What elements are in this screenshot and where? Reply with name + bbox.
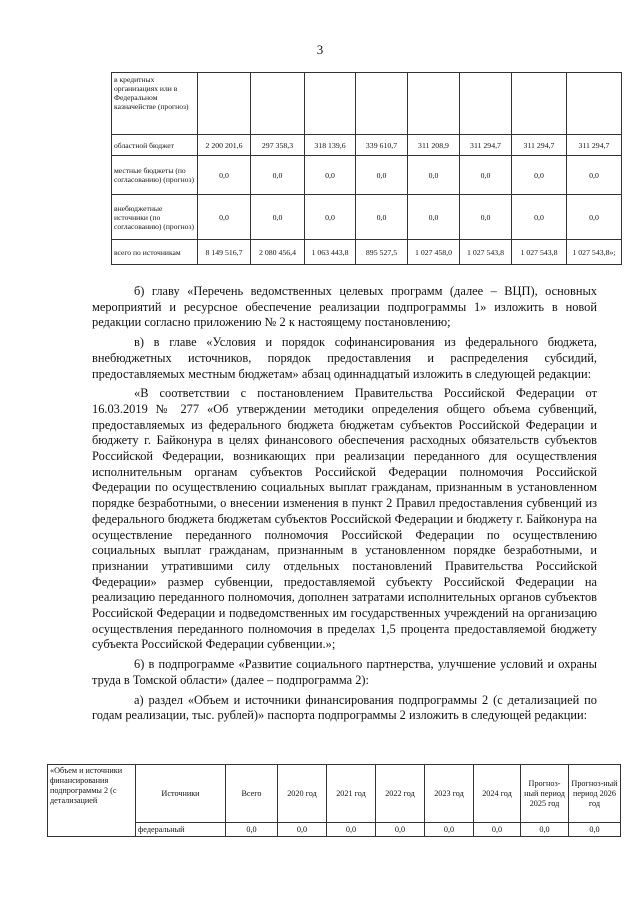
table-row <box>112 240 622 265</box>
column-header: Прогноз-ный период 2025 год <box>521 765 569 823</box>
column-header: 2022 год <box>376 765 425 823</box>
cell: 0,0 <box>567 156 622 195</box>
cell: 1 027 458,0 <box>408 240 460 265</box>
paragraph: а) раздел «Объем и источники финансирования подпрограммы 2 (с детализацией по годам реализации, тыс. рублей)» паспорта подпрограммы 2 изложить в следующей редакции: <box>92 692 597 723</box>
cell: 0,0 <box>278 823 327 837</box>
column-header: 2024 год <box>474 765 521 823</box>
cell: 0,0 <box>474 823 521 837</box>
cell: 0,0 <box>305 156 356 195</box>
column-header: Всего <box>226 765 278 823</box>
cell: 297 358,3 <box>251 135 305 156</box>
cell: 0,0 <box>356 156 408 195</box>
table-header-row <box>48 765 621 823</box>
cell <box>198 73 251 135</box>
cell: 895 527,5 <box>356 240 408 265</box>
cell: 0,0 <box>327 823 376 837</box>
cell <box>460 73 512 135</box>
row-label: областной бюджет <box>112 135 198 156</box>
cell: 311 294,7 <box>512 135 567 156</box>
cell: 311 294,7 <box>460 135 512 156</box>
cell <box>512 73 567 135</box>
cell: 311 208,9 <box>408 135 460 156</box>
paragraph: б) главу «Перечень ведомственных целевых программ (далее – ВЦП), основных мероприятий и ресурсное обеспечение реализации подпрограммы 1» изложить в новой редакции согласно приложению № 2 к настоящему постановлению; <box>92 284 597 330</box>
cell: 0,0 <box>408 195 460 240</box>
cell: 0,0 <box>251 195 305 240</box>
cell: 0,0 <box>521 823 569 837</box>
cell: 0,0 <box>512 156 567 195</box>
column-header: Прогноз-ный период 2026 год <box>569 765 621 823</box>
cell <box>567 73 622 135</box>
cell: 1 027 543,8»; <box>567 240 622 265</box>
cell: 0,0 <box>251 156 305 195</box>
paragraph: в) в главе «Условия и порядок софинансирования из федерального бюджета, внебюджетных источников, порядок предоставления и распределения субсидий, предоставляемых местным бюджетам» абзац одиннадцатый изложить в следующей редакции: <box>92 335 597 381</box>
cell <box>251 73 305 135</box>
column-header: 2021 год <box>327 765 376 823</box>
row-label: в кредитных организациях или в Федеральном казначействе (прогноз) <box>112 73 198 135</box>
row-label: внебюджетные источники (по согласованию) (прогноз) <box>112 195 198 240</box>
cell: 0,0 <box>408 156 460 195</box>
cell <box>305 73 356 135</box>
table-row <box>112 73 622 135</box>
column-header: Источники <box>136 765 226 823</box>
cell: 2 200 201,6 <box>198 135 251 156</box>
row-label: федеральный <box>136 823 226 837</box>
page-number: 3 <box>316 42 324 57</box>
table-row <box>112 195 622 240</box>
column-header: 2023 год <box>425 765 474 823</box>
cell: 0,0 <box>460 195 512 240</box>
table-row <box>112 156 622 195</box>
cell: 0,0 <box>460 156 512 195</box>
cell: 0,0 <box>198 156 251 195</box>
cell <box>356 73 408 135</box>
row-label: местные бюджеты (по согласованию) (прогноз) <box>112 156 198 195</box>
cell: 0,0 <box>376 823 425 837</box>
body-text <box>92 284 597 724</box>
cell: 0,0 <box>305 195 356 240</box>
cell: 0,0 <box>198 195 251 240</box>
cell: 0,0 <box>425 823 474 837</box>
cell <box>408 73 460 135</box>
row-label: всего по источникам <box>112 240 198 265</box>
cell: 8 149 516,7 <box>198 240 251 265</box>
cell: 1 063 443,8 <box>305 240 356 265</box>
column-header: 2020 год <box>278 765 327 823</box>
paragraph: «В соответствии с постановлением Правительства Российской Федерации от 16.03.2019 № 277 «Об утверждении методики определения общего объема субвенций, предоставляемых из федерального бюджета бюджетам субъектов Российской Федерации и бюджету г. Байконура в целях финансового обеспечения расходных обязательств субъектов Российской Федерации, возникающих при реализации переданного для осуществления исполнительным органам субъектов Российской Федерации полномочия Российской Федерации по осуществлению социальных выплат гражданам, признанным в установленном порядке безработными, о внесении изменения в пункт 2 Правил предоставления субвенций из федерального бюджета бюджетам субъектов Российской Федерации и бюджету г. Байконура на осуществление переданного полномочия Российской Федерации по осуществлению социальных выплат гражданам, признанным в установленном порядке безработными, и признании утратившими силу отдельных постановлений Правительства Российской Федерации» размер субвенции, предоставляемой субъекту Российской Федерации на реализацию переданного полномочия, дополнен затратами исполнительных органов субъектов Российской Федерации и подведомственных им государственных учреждений на организацию осуществления переданного полномочия в пределах 1,5 процента предоставляемой бюджету субъекта Российской Федерации субвенции.»; <box>92 386 597 652</box>
paragraph: 6) в подпрограмме «Развитие социального партнерства, улучшение условий и охраны труда в Томской области» (далее – подпрограмма 2): <box>92 657 597 687</box>
section-label: «Объем и источники финансирования подпрограммы 2 (с детализацией <box>48 765 136 837</box>
table-row <box>112 135 622 156</box>
cell: 339 610,7 <box>356 135 408 156</box>
cell: 0,0 <box>567 195 622 240</box>
cell: 0,0 <box>512 195 567 240</box>
cell: 311 294,7 <box>567 135 622 156</box>
subprogram-2-funding-table <box>47 764 621 837</box>
cell: 0,0 <box>226 823 278 837</box>
cell: 1 027 543,8 <box>512 240 567 265</box>
cell: 0,0 <box>356 195 408 240</box>
cell: 1 027 543,8 <box>460 240 512 265</box>
cell: 318 139,6 <box>305 135 356 156</box>
funding-table-continued <box>111 72 622 265</box>
cell: 0,0 <box>569 823 621 837</box>
cell: 2 080 456,4 <box>251 240 305 265</box>
